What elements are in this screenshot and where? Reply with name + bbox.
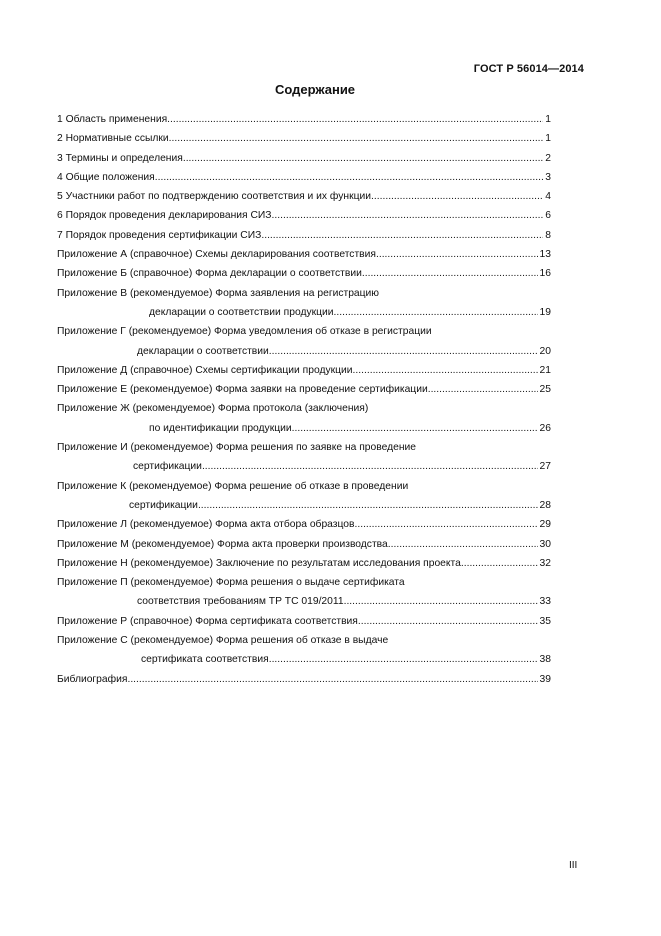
toc-entry-page: 1 [545, 114, 551, 125]
toc-entry[interactable] [57, 226, 551, 245]
toc-entry-page: 27 [539, 461, 551, 473]
toc-entry-label-cont: по идентификации продукции [149, 422, 292, 434]
page-number: III [569, 860, 578, 871]
toc-entry[interactable] [57, 573, 551, 592]
dot-leader [127, 670, 537, 689]
toc-entry-page: 1 [545, 133, 551, 145]
toc-entry-continuation[interactable] [57, 457, 551, 476]
dot-leader [155, 168, 544, 187]
toc-entry-label: 6 Порядок проведения декларирования СИЗ [57, 210, 272, 222]
dot-leader [344, 592, 538, 611]
toc-entry[interactable] [57, 631, 551, 650]
toc-entry[interactable] [57, 284, 551, 303]
toc-entry-label: Приложение Е (рекомендуемое) Форма заявки на проведение сертификации [57, 384, 428, 396]
toc-entry-page: 8 [545, 229, 551, 241]
toc-entry-continuation[interactable] [57, 496, 551, 515]
toc-entry-page: 38 [539, 654, 551, 666]
dot-leader [167, 110, 543, 129]
toc-entry-page: 16 [539, 268, 551, 280]
toc-entry-label: Приложение В (рекомендуемое) Форма заявления на регистрацию [57, 287, 380, 299]
toc-entry-label-cont: декларации о соответствии [137, 345, 269, 357]
toc-entry-label: Приложение С (рекомендуемое) Форма решения об отказе в выдаче [57, 635, 389, 647]
toc-entry-page: 28 [539, 499, 551, 511]
dot-leader [183, 149, 543, 168]
dot-leader [354, 515, 537, 534]
toc-entry-page: 26 [539, 422, 551, 434]
toc-entry-continuation[interactable] [57, 342, 551, 361]
toc-entry[interactable] [57, 361, 551, 380]
toc-entry-page: 2 [545, 152, 551, 164]
toc-entry[interactable] [57, 322, 551, 341]
toc-entry-label: Библиография [57, 673, 128, 685]
dot-leader [202, 457, 538, 476]
toc-entry-label-cont: декларации о соответствии продукции [149, 306, 334, 318]
toc-entry[interactable] [57, 149, 551, 168]
toc-entry[interactable] [57, 380, 551, 399]
toc-entry-label: Приложение М (рекомендуемое) Форма акта проверки производства [57, 538, 388, 550]
dot-leader [261, 226, 543, 245]
toc-entry[interactable] [57, 264, 551, 283]
toc-entry[interactable] [57, 535, 551, 554]
dot-leader [198, 496, 538, 515]
toc-entry-page: 6 [545, 210, 551, 222]
toc-entry-label: Приложение И (рекомендуемое) Форма решения по заявке на проведение [57, 442, 417, 454]
toc-entry-page: 21 [539, 364, 551, 376]
toc-entry-page: 30 [539, 538, 551, 550]
toc-entry-label: Приложение А (справочное) Схемы декларирования соответствия [57, 249, 376, 261]
toc-entry[interactable] [57, 477, 551, 496]
toc-entry-label: Приложение К (рекомендуемое) Форма решение об отказе в проведении [57, 480, 409, 492]
toc-entry-label: Приложение Н (рекомендуемое) Заключение по результатам исследования проекта [57, 557, 461, 569]
dot-leader [376, 245, 538, 264]
toc-entry-label: 7 Порядок проведения сертификации СИЗ [57, 229, 262, 241]
dot-leader [272, 206, 544, 225]
toc-entry-page: 32 [539, 557, 551, 569]
toc-entry-label-cont: сертификата соответствия [141, 654, 269, 666]
toc-entry-label: 4 Общие положения [57, 171, 155, 183]
toc-entry[interactable] [57, 554, 551, 573]
toc-entry[interactable] [57, 129, 551, 148]
toc-entry[interactable] [57, 612, 551, 631]
toc-entry[interactable] [57, 206, 551, 225]
dot-leader [358, 612, 538, 631]
dot-leader [388, 535, 538, 554]
dot-leader [269, 650, 538, 669]
table-of-contents [57, 110, 551, 689]
toc-entry-page: 25 [539, 384, 551, 396]
toc-entry-label-cont: соответствия требованиям ТР ТС 019/2011 [137, 596, 344, 608]
dot-leader [461, 554, 538, 573]
toc-entry[interactable] [57, 187, 551, 206]
toc-entry-continuation[interactable] [57, 419, 551, 438]
toc-entry-label: 1 Область применения [57, 114, 168, 125]
dot-leader [353, 361, 538, 380]
toc-entry[interactable] [57, 399, 551, 418]
toc-entry-label-cont: сертификации [133, 461, 202, 473]
toc-entry-continuation[interactable] [57, 592, 551, 611]
dot-leader [362, 264, 538, 283]
dot-leader [269, 342, 538, 361]
toc-entry-label: Приложение Б (справочное) Форма декларации о соответствии [57, 268, 362, 280]
dot-leader [428, 380, 538, 399]
toc-entry-page: 29 [539, 519, 551, 531]
toc-entry-continuation[interactable] [57, 303, 551, 322]
document-header: ГОСТ Р 56014—2014 [473, 63, 584, 75]
toc-entry[interactable] [57, 168, 551, 187]
toc-entry[interactable] [57, 245, 551, 264]
toc-entry[interactable] [57, 110, 551, 129]
toc-entry-label: Приложение Д (справочное) Схемы сертификации продукции [57, 364, 353, 376]
toc-entry-page: 4 [545, 191, 551, 203]
dot-leader [169, 129, 544, 148]
toc-entry-page: 3 [545, 171, 551, 183]
toc-entry-label: Приложение Г (рекомендуемое) Форма уведомления об отказе в регистрации [57, 326, 432, 338]
toc-entry-page: 35 [539, 615, 551, 627]
toc-entry-label: 2 Нормативные ссылки [57, 133, 169, 145]
toc-entry-label: Приложение П (рекомендуемое) Форма решения о выдаче сертификата [57, 577, 405, 589]
toc-entry-label: 5 Участники работ по подтверждению соответствия и их функции [57, 191, 372, 203]
toc-entry-label: Приложение Ж (рекомендуемое) Форма протокола (заключения) [57, 403, 369, 415]
toc-entry-page: 19 [539, 306, 551, 318]
toc-entry[interactable] [57, 515, 551, 534]
toc-entry-page: 33 [539, 596, 551, 608]
dot-leader [292, 419, 538, 438]
toc-entry-label: Приложение Р (справочное) Форма сертификата соответствия [57, 615, 358, 627]
toc-entry-page: 13 [539, 249, 551, 261]
toc-title: Содержание [274, 82, 356, 97]
toc-entry-page: 39 [539, 673, 551, 685]
toc-entry-continuation[interactable] [57, 650, 551, 669]
dot-leader [334, 303, 538, 322]
dot-leader [371, 187, 543, 206]
toc-entry-label: Приложение Л (рекомендуемое) Форма акта отбора образцов [57, 519, 355, 531]
toc-entry[interactable] [57, 438, 551, 457]
toc-entry-page: 20 [539, 345, 551, 357]
toc-entry[interactable] [57, 670, 551, 689]
toc-entry-label-cont: сертификации [129, 499, 198, 511]
toc-entry-label: 3 Термины и определения [57, 152, 183, 164]
